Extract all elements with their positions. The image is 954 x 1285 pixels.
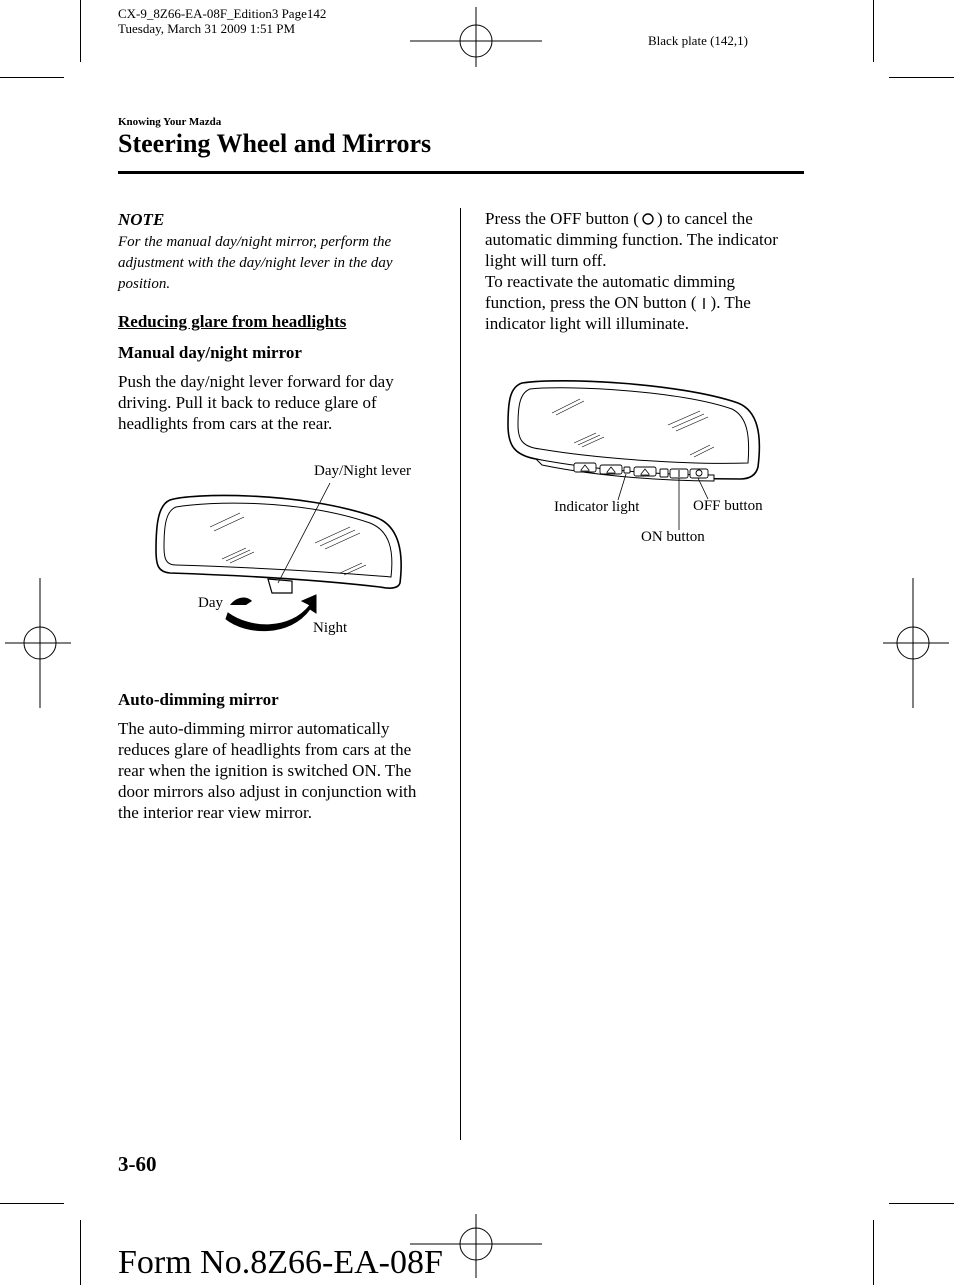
section-label: Knowing Your Mazda <box>118 116 222 128</box>
indicator-light-label: Indicator light <box>554 499 640 515</box>
day-label: Day <box>198 595 223 611</box>
column-divider <box>460 208 461 1140</box>
off-circle-icon <box>639 212 657 226</box>
paragraph-text: Press the OFF button ( <box>485 209 639 228</box>
on-bar-icon <box>697 296 711 310</box>
subsection-heading: Reducing glare from headlights <box>118 312 347 331</box>
auto-mirror-body: The auto-dimming mirror automatically reduces glare of headlights from cars at the rear when the ignition is switched ON. The door mirrors also adjust in conjunction with the interior rear view mirror. <box>118 719 417 822</box>
auto-mirror-illustration <box>500 375 790 555</box>
manual-mirror-body: Push the day/night lever forward for day driving. Pull it back to reduce glare of headlights from cars at the rear. <box>118 372 394 433</box>
registration-mark-icon <box>879 578 949 708</box>
print-info-line: CX-9_8Z66-EA-08F_Edition3 Page142 <box>118 6 327 21</box>
form-number: Form No.8Z66-EA-08F <box>118 1244 443 1281</box>
night-label: Night <box>313 620 348 636</box>
right-column <box>485 208 795 334</box>
plate-label: Black plate (142,1) <box>648 33 748 48</box>
manual-mirror-heading: Manual day/night mirror <box>118 343 302 362</box>
manual-mirror-figure <box>150 455 440 645</box>
left-column-lower <box>118 690 440 823</box>
note-heading: NOTE <box>118 210 165 229</box>
on-button-label: ON button <box>641 529 705 545</box>
page-number: 3-60 <box>118 1152 157 1176</box>
title-rule <box>118 171 804 174</box>
auto-mirror-figure <box>500 375 790 555</box>
manual-mirror-illustration <box>150 455 440 645</box>
paragraph-text: ) to cancel the automatic dimming function. The indicator light will turn off. <box>485 209 778 270</box>
off-button-paragraph <box>485 208 795 271</box>
note-body: For the manual day/night mirror, perform the adjustment with the day/night lever in the day position. <box>118 234 393 292</box>
off-button-label: OFF button <box>693 498 763 514</box>
paragraph-text: To reactivate the automatic dimming function, press the ON button ( <box>485 272 735 312</box>
left-column <box>118 208 440 434</box>
paragraph-text: ). The indicator light will illuminate. <box>485 293 751 333</box>
print-info <box>118 6 326 36</box>
registration-mark-icon <box>410 5 542 75</box>
page-title: Steering Wheel and Mirrors <box>118 129 432 158</box>
lever-label: Day/Night lever <box>314 463 412 479</box>
auto-mirror-heading: Auto-dimming mirror <box>118 690 279 709</box>
registration-mark-icon <box>5 578 75 708</box>
on-button-paragraph <box>485 271 795 334</box>
print-info-line: Tuesday, March 31 2009 1:51 PM <box>118 21 296 36</box>
